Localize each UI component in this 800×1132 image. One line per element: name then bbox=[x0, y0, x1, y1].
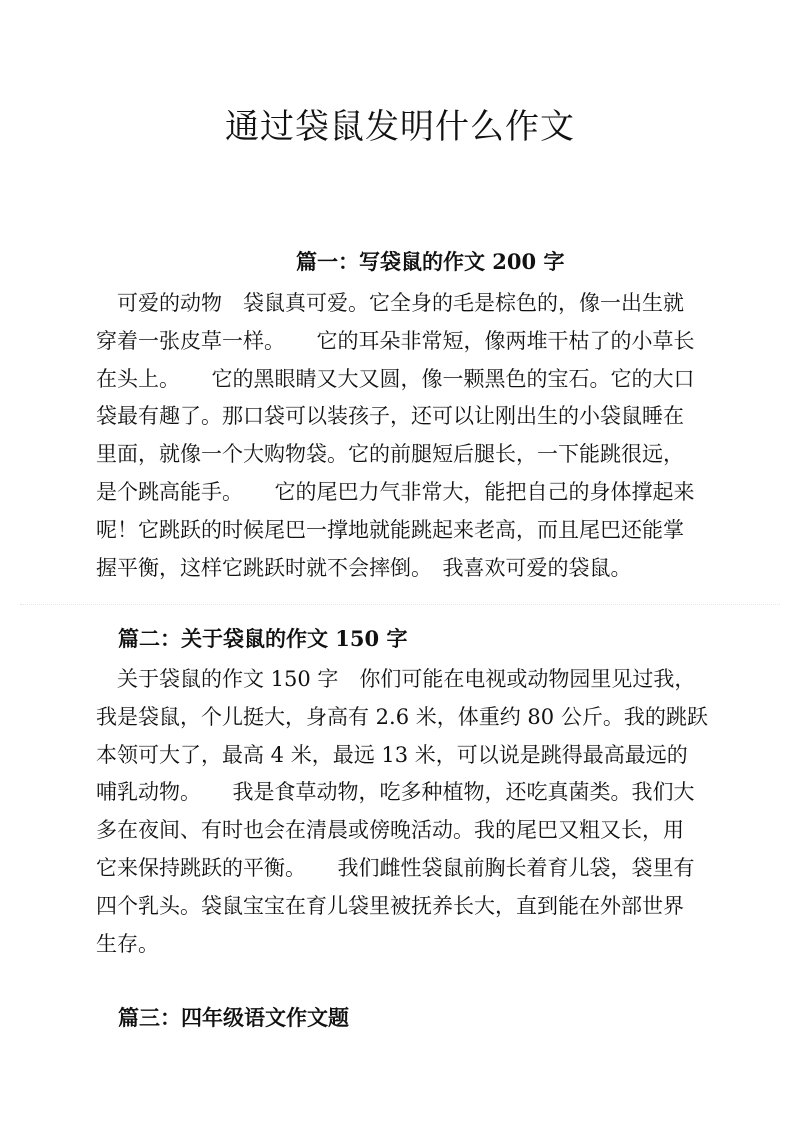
section-heading-3: 篇三：四年级语文作文题 bbox=[118, 1005, 349, 1030]
paragraph-line: 可爱的动物 袋鼠真可爱。它全身的毛是棕色的，像一出生就 bbox=[96, 291, 684, 315]
paragraph-line: 呢！它跳跃的时候尾巴一撑地就能跳起来老高，而且尾巴还能掌 bbox=[96, 517, 684, 542]
section-1-paragraph bbox=[96, 285, 716, 587]
section-heading-2: 篇二：关于袋鼠的作文 150 字 bbox=[118, 626, 408, 651]
paragraph-line: 四个乳头。袋鼠宝宝在育儿袋里被抚养长大，直到能在外部世界 bbox=[96, 893, 684, 918]
paragraph-line: 生存。 bbox=[96, 931, 159, 956]
paragraph-line: 袋最有趣了。那口袋可以装孩子，还可以让刚出生的小袋鼠睡在 bbox=[96, 404, 684, 429]
paragraph-line: 我是袋鼠，个儿挺大，身高有 2.6 米，体重约 80 公斤。我的跳跃 bbox=[96, 704, 708, 729]
page-divider bbox=[20, 604, 780, 605]
paragraph-line: 哺乳动物。 我是食草动物，吃多种植物，还吃真菌类。我们大 bbox=[96, 780, 695, 805]
paragraph-line: 里面，就像一个大购物袋。它的前腿短后腿长，一下能跳很远， bbox=[96, 442, 684, 467]
paragraph-line: 是个跳高能手。 它的尾巴力气非常大，能把自己的身体撑起来 bbox=[96, 479, 695, 504]
section-2-paragraph bbox=[96, 661, 716, 963]
paragraph-line: 在头上。 它的黑眼睛又大又圆，像一颗黑色的宝石。它的大口 bbox=[96, 366, 695, 391]
document-title: 通过袋鼠发明什么作文 bbox=[225, 107, 575, 147]
section-heading-1: 篇一：写袋鼠的作文 200 字 bbox=[296, 249, 565, 274]
paragraph-line: 它来保持跳跃的平衡。 我们雌性袋鼠前胸长着育儿袋，袋里有 bbox=[96, 855, 695, 880]
paragraph-line: 多在夜间、有时也会在清晨或傍晚活动。我的尾巴又粗又长，用 bbox=[96, 818, 684, 843]
paragraph-line: 穿着一张皮草一样。 它的耳朵非常短，像两堆干枯了的小草长 bbox=[96, 328, 695, 353]
paragraph-line: 关于袋鼠的作文 150 字 你们可能在电视或动物园里见过我， bbox=[96, 667, 696, 691]
paragraph-line: 握平衡，这样它跳跃时就不会摔倒。 我喜欢可爱的袋鼠。 bbox=[96, 555, 632, 580]
paragraph-line: 本领可大了，最高 4 米，最远 13 米，可以说是跳得最高最远的 bbox=[96, 742, 688, 767]
